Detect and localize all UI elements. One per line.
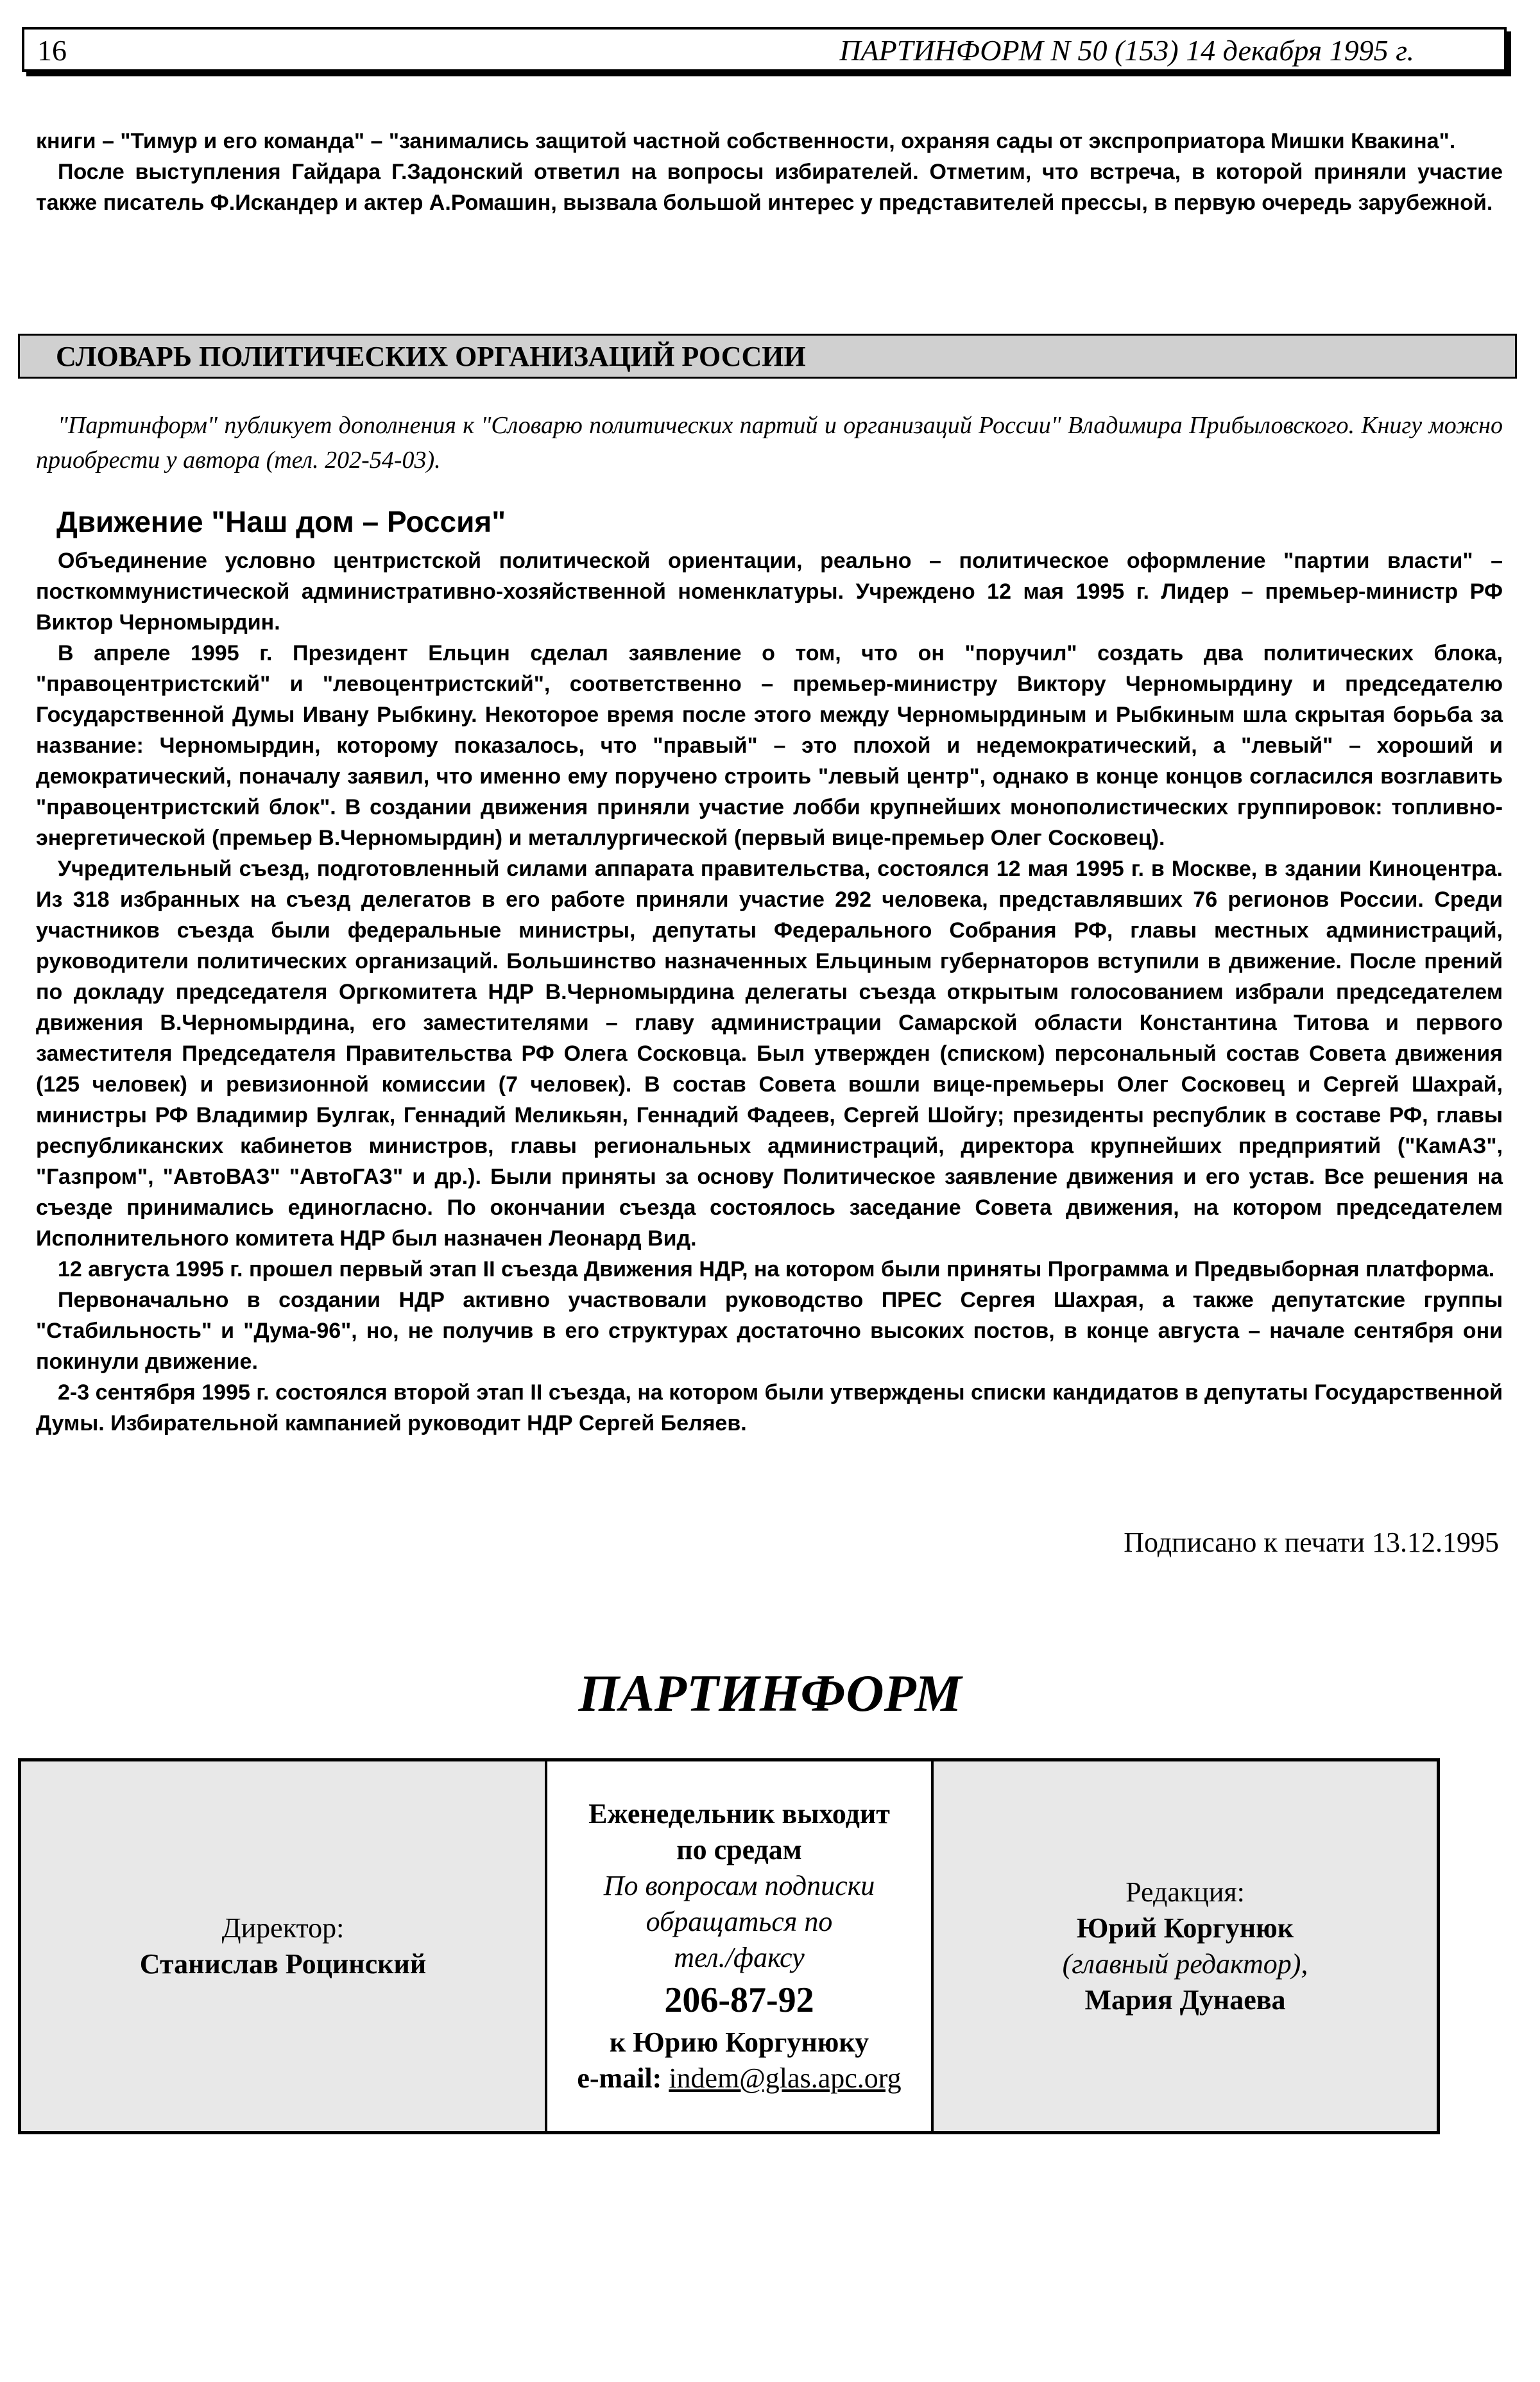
imprint-table [18, 1758, 1440, 2134]
page-header [22, 27, 1507, 72]
editor2-name: Мария Дунаева [1084, 1984, 1286, 2016]
contact-person: к Юрию Коргунюку [609, 2026, 869, 2058]
director-name: Станислав Роцинский [139, 1948, 427, 1980]
editor-role: (главный редактор), [1062, 1948, 1308, 1980]
editor-name: Юрий Коргунюк [1076, 1912, 1294, 1944]
director-cell [21, 1761, 547, 2131]
masthead: ПАРТИНФОРМ [578, 1664, 962, 1722]
weekly-line: Еженедельник выходит [588, 1798, 890, 1829]
paragraph: 12 августа 1995 г. прошел первый этап II съезда Движения НДР, на котором были приняты Программа и Предвыборная платформа. [58, 1257, 1495, 1281]
paragraph: После выступления Гайдара Г.Задонский ответил на вопросы избирателей. Отметим, что встреча, в которой приняли участие также писатель Ф.Искандер и актер А.Ромашин, вызвала большой интерес у представителей прессы, в первую очередь зарубежной. [36, 160, 1503, 215]
organization-title: Движение "Наш дом – Россия" [56, 505, 506, 538]
section-intro: "Партинформ" публикует дополнения к "Словарю политических партий и организаций России" Владимира Прибыловского. Книгу можно приобрести у автора (тел. 202-54-03). [36, 412, 1503, 474]
email-line [577, 2061, 901, 2096]
paragraph: Первоначально в создании НДР активно участвовали руководство ПРЕС Сергея Шахрая, а также депутатские группы "Стабильность" и "Дума-96", но, не получив в его структурах достаточно высоких постов, в конце августа – начале сентября они покинули движение. [36, 1288, 1503, 1374]
phone-number: 206-87-92 [664, 1980, 814, 2020]
paragraph: книги – "Тимур и его команда" – "занимались защитой частной собственности, охраняя сады от экспроприатора Мишки Квакина". [36, 129, 1456, 153]
section-title: СЛОВАРЬ ПОЛИТИЧЕСКИХ ОРГАНИЗАЦИЙ РОССИИ [56, 341, 806, 372]
page-number: 16 [37, 34, 67, 67]
paragraph: 2-3 сентября 1995 г. состоялся второй этап II съезда, на котором были утверждены списки кандидатов в депутаты Государственной Думы. Избирательной кампанией руководит НДР Сергей Беляев. [36, 1380, 1503, 1435]
editorial-label: Редакция: [1125, 1876, 1245, 1908]
organization-article [36, 545, 1503, 1439]
subscribe-line: По вопросам подписки [603, 1870, 875, 1901]
top-article-continuation [36, 126, 1503, 218]
email-link[interactable]: indem@glas.apc.org [669, 2062, 902, 2094]
editorial-cell [934, 1761, 1437, 2131]
paragraph: Объединение условно центристской политической ориентации, реально – политическое оформление "партии власти" – посткоммунистической административно-хозяйственной номенклатуры. Учреждено 12 мая 1995 г. Лидер – премьер-министр РФ Виктор Черномырдин. [36, 549, 1503, 635]
subscription-cell [547, 1761, 934, 2131]
director-label: Директор: [221, 1912, 345, 1944]
paragraph: В апреле 1995 г. Президент Ельцин сделал заявление о том, что он "поручил" создать два политических блока, "правоцентристский" и "левоцентристский", соответственно – премьер-министру Виктору Черномырдину и председателю Государственной Думы Ивану Рыбкину. Некоторое время после этого между Черномырдиным и Рыбкиным шла скрытая борьба за название: Черномырдин, которому показалось, что "правый" – это плохой и недемократический, а "левый" – хороший и демократический, поначалу заявил, что именно ему поручено строить "левый центр", однако в конце концов согласился возглавить "правоцентристский блок". В создании движения приняли участие лобби крупнейших монополистических группировок: топливно-энергетической (премьер В.Черномырдин) и металлургической (первый вице-премьер Олег Сосковец). [36, 641, 1503, 850]
section-title-bar [18, 334, 1517, 379]
signed-to-print: Подписано к печати 13.12.1995 [1124, 1527, 1499, 1558]
subscribe-line: обращаться по [646, 1906, 833, 1937]
weekly-line: по средам [676, 1834, 802, 1865]
paragraph: Учредительный съезд, подготовленный силами аппарата правительства, состоялся 12 мая 1995 г. в Москве, в здании Киноцентра. Из 318 избранных на съезд делегатов в его работе приняли участие 292 человека, представлявших 76 регионов России. Среди участников съезда были федеральные министры, депутаты Федерального Собрания РФ, главы местных администраций, руководители политических организаций. Большинство назначенных Ельциным губернаторов вступили в движение. После прений по докладу председателя Оргкомитета НДР В.Черномырдина делегаты съезда открытым голосованием избрали председателем движения В.Черномырдина, его заместителями – главу администрации Самарской области Константина Титова и первого заместителя Председателя Правительства РФ Олега Сосковца. Был утвержден (списком) персональный состав Совета движения (125 человек) и ревизионной комиссии (7 человек). В состав Совета вошли вице-премьеры Олег Сосковец и Сергей Шахрай, министры РФ Владимир Булгак, Геннадий Меликьян, Геннадий Фадеев, Сергей Шойгу; президенты республик в составе РФ, главы республиканских кабинетов министров, главы региональных администраций, директора крупнейших предприятий ("КамАЗ", "Газпром", "АвтоВАЗ" "АвтоГАЗ" и др.). Были приняты за основу Политическое заявление движения и его устав. Все решения на съезде принимались единогласно. По окончании съезда состоялось заседание Совета движения, на котором председателем Исполнительного комитета НДР был назначен Леонард Вид. [36, 857, 1503, 1251]
subscribe-line: тел./факсу [674, 1942, 805, 1973]
publication-title: ПАРТИНФОРМ N 50 (153) 14 декабря 1995 г. [839, 34, 1414, 67]
email-label: e-mail: [577, 2062, 662, 2094]
